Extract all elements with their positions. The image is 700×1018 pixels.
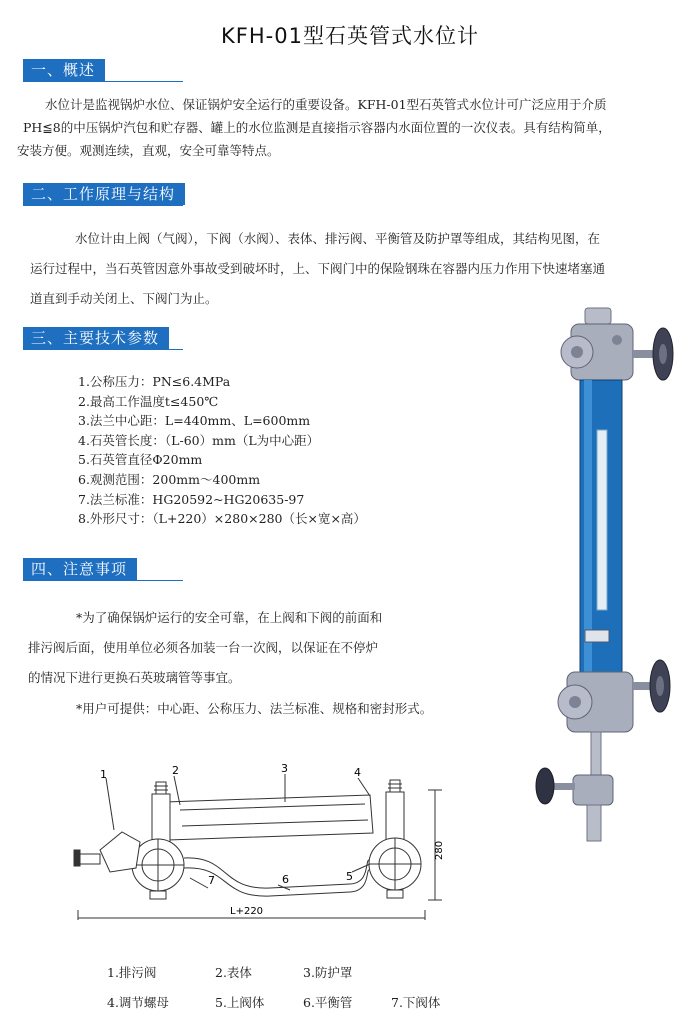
callout-label: 3 [281,762,288,775]
callout-label: 1 [100,768,107,781]
text-line: 水位计由上阀（气阀），下阀（水阀）、表体、排污阀、平衡管及防护罩等组成，其结构见图，在 [75,231,601,246]
section-underline [23,349,183,350]
diagram-legend-row [107,993,440,1011]
text-line: 水位计是监视锅炉水位、保证锅炉安全运行的重要设备。KFH-01型石英管式水位计可广泛应用于介质 [45,97,607,112]
section-heading-principle: 二、工作原理与结构 [23,183,185,205]
parameter-item: 6.观测范围：200mm～400mm [78,471,261,487]
legend-item: 6.平衡管 [303,995,353,1010]
text-line: *为了确保锅炉运行的安全可靠，在上阀和下阀的前面和 [76,610,383,625]
text-line: 排污阀后面，使用单位必须各加装一台一次阀，以保证在不停炉 [28,640,379,655]
section-heading-params: 三、主要技术参数 [23,327,169,349]
parameter-item: 5.石英管直径Φ20mm [78,452,203,468]
parameter-item: 7.法兰标准：HG20592~HG20635-97 [78,491,305,507]
section-underline [23,205,183,206]
callout-label: 4 [354,766,361,779]
text-line: 道直到手动关闭上、下阀门为止。 [30,291,218,306]
text-line: *用户可提供：中心距、公称压力、法兰标准、规格和密封形式。 [76,701,433,716]
callout-label: 7 [208,874,215,887]
legend-item: 1.排污阀 [107,965,157,980]
text-line: 的情况下进行更换石英玻璃管等事宜。 [28,670,241,685]
section-underline [23,580,183,581]
legend-item: 5.上阀体 [215,995,265,1010]
dimension-length-label: L+220 [230,906,264,917]
product-photo [505,300,690,845]
section-heading-overview: 一、概述 [23,59,105,81]
parameter-item: 4.石英管长度：（L-60）mm（L为中心距） [78,432,320,448]
parameter-list [78,372,366,529]
legend-item: 4.调节螺母 [107,995,169,1010]
parameter-item: 1.公称压力：PN≤6.4MPa [78,374,231,389]
legend-item: 2.表体 [215,965,252,980]
section-underline [23,81,183,82]
document-title: KFH-01型石英管式水位计 [221,24,479,48]
notes-paragraph [28,603,496,724]
diagram-legend-row [107,963,352,981]
legend-item: 7.下阀体 [391,995,441,1010]
legend-item: 3.防护罩 [303,965,353,980]
parameter-item: 3.法兰中心距：L=440mm、L=600mm [78,413,311,429]
callout-label: 2 [172,764,179,777]
overview-paragraph [17,93,685,162]
text-line: 运行过程中，当石英管因意外事故受到破坏时，上、下阀门中的保险钢珠在容器内压力作用下快速堵塞通 [30,261,606,276]
parameter-item: 2.最高工作温度t≤450℃ [78,393,219,409]
callout-label: 5 [346,870,353,883]
section-heading-notes: 四、注意事项 [23,558,137,580]
structure-diagram [70,760,450,925]
text-line: 安装方便。观测连续，直观，安全可靠等特点。 [17,143,280,158]
text-line: PH≦8的中压锅炉汽包和贮存器、罐上的水位监测是直接指示容器内水面位置的一次仪表。具有结构简单， [23,120,611,135]
callout-label: 6 [282,873,289,886]
parameter-item: 8.外形尺寸：（L+220）×280×280（长×宽×高） [78,511,366,527]
dimension-height-label: 280 [434,840,445,860]
